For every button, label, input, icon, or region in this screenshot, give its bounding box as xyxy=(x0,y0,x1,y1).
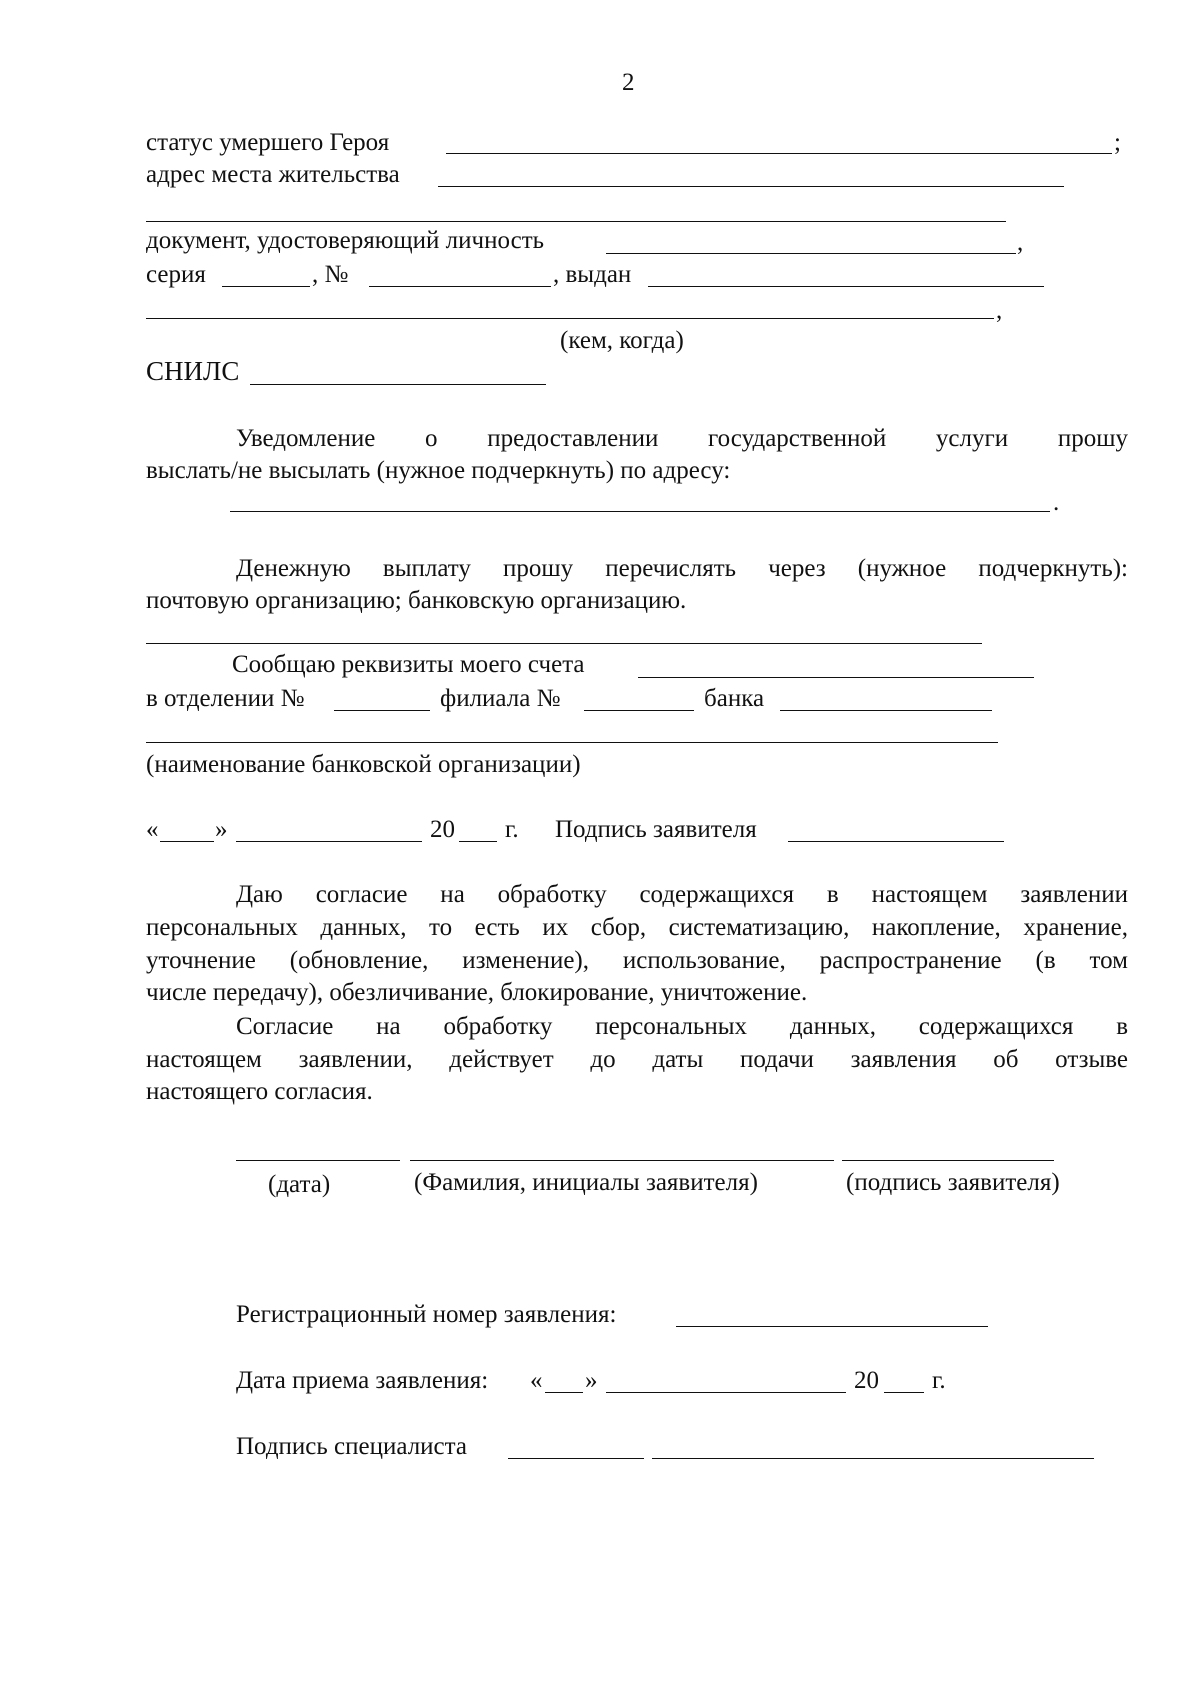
branch-label: в отделении № xyxy=(146,685,305,712)
date-year-suffix: г. xyxy=(505,816,519,843)
consent-p2-line-1: Согласие на обработку персональных данных, содержащихся в xyxy=(236,1013,1128,1040)
issued-comma: , xyxy=(996,297,1003,324)
reg-number-field[interactable] xyxy=(676,1326,988,1327)
bank-label: банка xyxy=(704,685,765,712)
reception-year-suffix: г. xyxy=(932,1367,946,1394)
date-quote-close: » xyxy=(215,816,228,843)
notification-line-2: выслать/не высылать (нужное подчеркнуть) по адресу: xyxy=(146,457,731,484)
bank-field[interactable] xyxy=(780,710,992,711)
branch-field[interactable] xyxy=(334,710,430,711)
reception-day-field[interactable] xyxy=(545,1392,583,1393)
reception-quote-open: « xyxy=(530,1367,543,1394)
date-month-field[interactable] xyxy=(236,841,422,842)
account-field[interactable] xyxy=(638,677,1034,678)
bank-name-hint: (наименование банковской организации) xyxy=(146,751,581,778)
date-quote-open: « xyxy=(146,816,159,843)
consent-p2-line-2: настоящем заявлении, действует до даты подачи заявления об отзыве xyxy=(146,1046,1128,1073)
page-number: 2 xyxy=(622,69,635,96)
address-label: адрес места жительства xyxy=(146,161,400,188)
id-document-comma: , xyxy=(1017,229,1024,256)
footer-date-hint: (дата) xyxy=(268,1171,331,1198)
specialist-signature-field[interactable] xyxy=(508,1458,644,1459)
consent-p1-line-2: персональных данных, то есть их сбор, систематизацию, накопление, хранение, xyxy=(146,914,1128,941)
bank-name-field[interactable] xyxy=(146,742,998,743)
reception-year-field[interactable] xyxy=(884,1392,924,1393)
payment-blank-line[interactable] xyxy=(146,643,982,644)
payment-line-1: Денежную выплату прошу перечислять через (нужное подчеркнуть): xyxy=(236,555,1128,582)
issued-label: , выдан xyxy=(553,261,632,288)
hero-status-semicolon: ; xyxy=(1114,129,1121,156)
filial-label: филиала № xyxy=(440,685,561,712)
consent-p1-line-3: уточнение (обновление, изменение), использование, распространение (в том xyxy=(146,947,1128,974)
reception-date-label: Дата приема заявления: xyxy=(236,1367,489,1394)
reception-year-prefix: 20 xyxy=(854,1367,879,1394)
footer-date-field[interactable] xyxy=(236,1160,400,1161)
date-day-field[interactable] xyxy=(160,841,214,842)
reg-number-label: Регистрационный номер заявления: xyxy=(236,1301,617,1328)
snils-field[interactable] xyxy=(250,384,546,385)
date-year-field[interactable] xyxy=(459,841,497,842)
hero-status-label: статус умершего Героя xyxy=(146,129,390,156)
issued-field[interactable] xyxy=(648,286,1044,287)
date-year-prefix: 20 xyxy=(430,816,455,843)
footer-signature-hint: (подпись заявителя) xyxy=(846,1169,1060,1196)
issued-by-hint: (кем, когда) xyxy=(560,327,684,354)
account-label: Сообщаю реквизиты моего счета xyxy=(232,651,585,678)
applicant-signature-label: Подпись заявителя xyxy=(555,816,757,843)
notification-address-field[interactable] xyxy=(230,511,1050,512)
reception-quote-close: » xyxy=(585,1367,598,1394)
series-field[interactable] xyxy=(222,286,310,287)
number-label: , № xyxy=(312,261,349,288)
notification-period: . xyxy=(1053,489,1060,516)
footer-name-field[interactable] xyxy=(410,1160,834,1161)
series-label: серия xyxy=(146,261,206,288)
notification-line-1: Уведомление о предоставлении государственной услуги прошу xyxy=(236,425,1128,452)
footer-name-hint: (Фамилия, инициалы заявителя) xyxy=(414,1169,758,1196)
hero-status-field[interactable] xyxy=(446,153,1112,154)
issued-field-line2[interactable] xyxy=(146,318,994,319)
consent-p2-line-3: настоящего согласия. xyxy=(146,1078,373,1105)
consent-p1-line-4: числе передачу), обезличивание, блокирование, уничтожение. xyxy=(146,979,808,1006)
reception-month-field[interactable] xyxy=(606,1392,846,1393)
address-field-line2[interactable] xyxy=(146,221,1006,222)
payment-line-2: почтовую организацию; банковскую организацию. xyxy=(146,587,687,614)
footer-signature-field[interactable] xyxy=(842,1160,1054,1161)
id-document-field[interactable] xyxy=(606,253,1016,254)
specialist-signature-label: Подпись специалиста xyxy=(236,1433,467,1460)
consent-p1-line-1: Даю согласие на обработку содержащихся в настоящем заявлении xyxy=(236,881,1128,908)
id-document-label: документ, удостоверяющий личность xyxy=(146,227,545,254)
specialist-name-field[interactable] xyxy=(652,1458,1094,1459)
snils-label: СНИЛС xyxy=(146,356,240,386)
applicant-signature-field[interactable] xyxy=(788,841,1004,842)
filial-field[interactable] xyxy=(584,710,694,711)
address-field[interactable] xyxy=(438,186,1064,187)
number-field[interactable] xyxy=(369,286,551,287)
